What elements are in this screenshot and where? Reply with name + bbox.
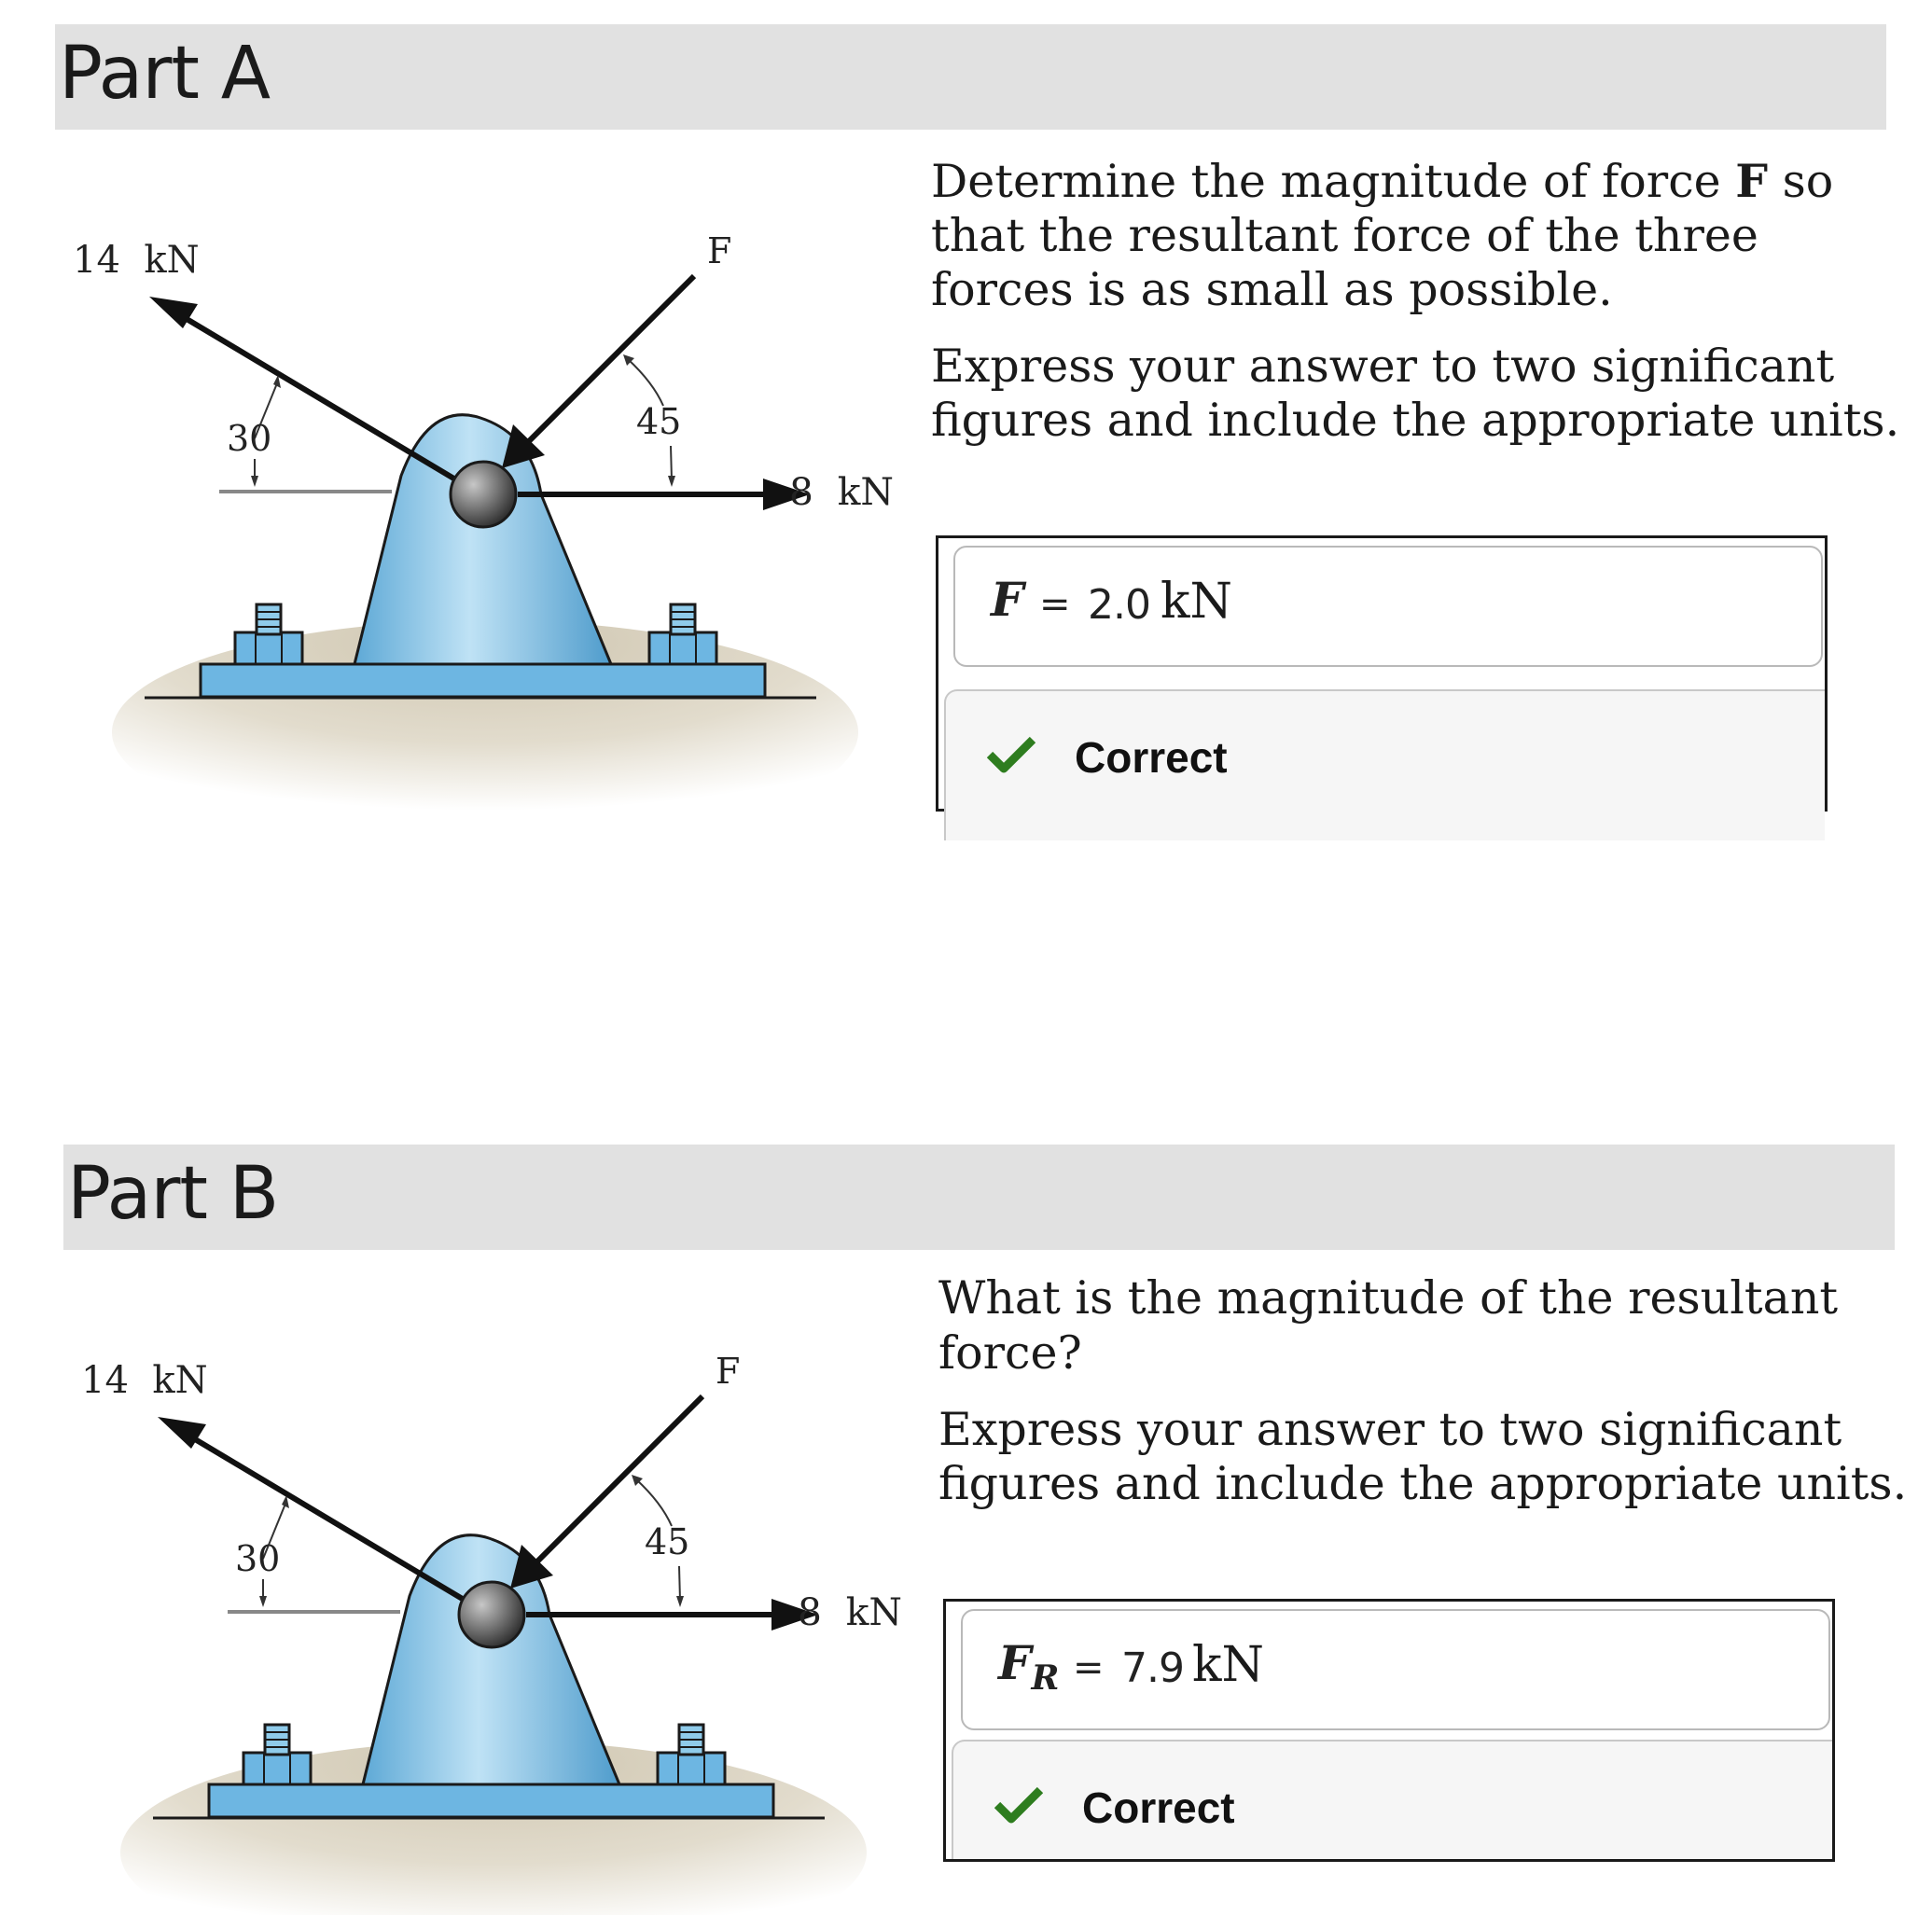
- label-f: F: [716, 1351, 741, 1392]
- label-14kn: 14 kN: [81, 1359, 208, 1402]
- part-b-figure: [64, 1335, 904, 1915]
- label-8kn: 8 kN: [798, 1591, 902, 1634]
- part-b-answer-box: [943, 1599, 1835, 1862]
- bolt-left: [243, 1725, 311, 1784]
- check-icon: [994, 1786, 1043, 1827]
- part-b-question-text: What is the magnitude of the resultant force?: [938, 1271, 1839, 1380]
- answer-unit: kN: [1161, 574, 1233, 630]
- angle-arc-45: [636, 1479, 672, 1526]
- part-b-answer-field[interactable]: [961, 1609, 1830, 1730]
- label-8kn: 8 kN: [789, 471, 894, 514]
- base-plate: [209, 1784, 773, 1817]
- answer-value: 7.9: [1121, 1644, 1184, 1692]
- part-a-figure: [56, 215, 896, 849]
- bracket: [354, 415, 611, 664]
- label-angle-30: 30: [227, 418, 272, 459]
- label-14kn: 14 kN: [73, 239, 200, 282]
- pin: [459, 1582, 524, 1647]
- label-angle-45: 45: [636, 401, 682, 442]
- label-angle-45: 45: [645, 1521, 690, 1562]
- feedback-label: Correct: [1082, 1783, 1235, 1832]
- pin: [451, 462, 516, 527]
- angle-arc-45: [628, 359, 663, 406]
- answer-value: 2.0: [1088, 581, 1150, 629]
- part-b-title: Part B: [67, 1152, 279, 1236]
- part-a-feedback: [944, 689, 1825, 840]
- bracket: [363, 1535, 619, 1784]
- feedback-label: Correct: [1075, 733, 1228, 782]
- answer-equals: =: [1073, 1646, 1105, 1689]
- part-a-instruction: Express your answer to two significant figures and include the appropriate units.: [931, 340, 1900, 447]
- bolt-right: [649, 604, 716, 664]
- part-a-question-text: Determine the magnitude of force F so that the resultant force of the three forces is as small as possible.: [931, 154, 1834, 316]
- part-a-title: Part A: [59, 32, 271, 116]
- bolt-right: [658, 1725, 725, 1784]
- answer-equals: =: [1039, 583, 1071, 626]
- part-a-answer-box: [936, 535, 1828, 812]
- answer-variable: $F_R$: [998, 1635, 1060, 1698]
- part-b-question: [938, 1271, 1909, 1533]
- label-f: F: [707, 230, 732, 271]
- answer-unit: kN: [1192, 1637, 1265, 1693]
- part-b-instruction: Express your answer to two significant figures and include the appropriate units.: [938, 1403, 1908, 1510]
- part-a-header[interactable]: [55, 24, 1886, 130]
- label-angle-30: 30: [235, 1538, 281, 1579]
- base-plate: [201, 664, 765, 697]
- part-b-header[interactable]: [63, 1145, 1895, 1250]
- part-a-question: [931, 154, 1901, 470]
- part-b-feedback: [952, 1740, 1832, 1859]
- part-a-answer-field[interactable]: [953, 546, 1823, 667]
- check-icon: [987, 736, 1035, 777]
- bolt-left: [235, 604, 302, 664]
- answer-variable: F: [991, 572, 1024, 627]
